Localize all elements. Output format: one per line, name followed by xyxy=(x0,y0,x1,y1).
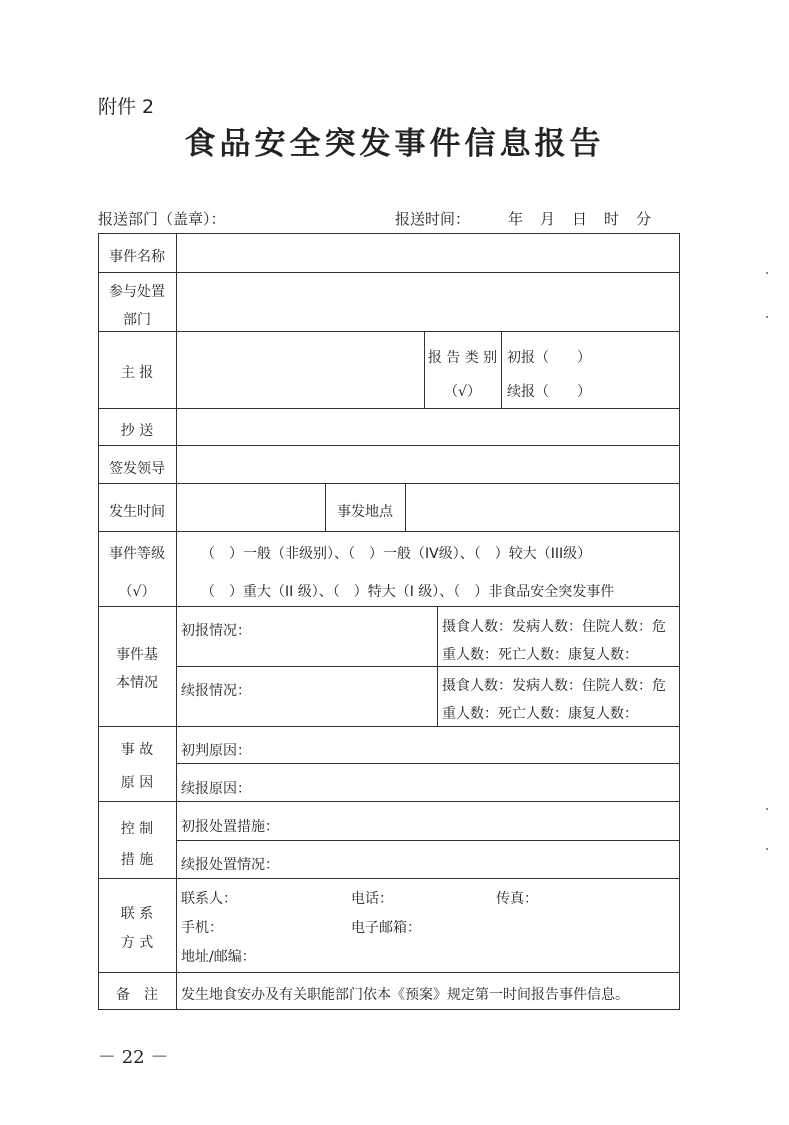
cause-label-line1: 事 故 xyxy=(120,742,154,758)
main-report-label: 主 报 xyxy=(120,365,154,381)
remarks-text: 发生地食安办及有关职能部门依本《预案》规定第一时间报告事件信息。 xyxy=(181,987,629,1003)
control-label-line2: 措 施 xyxy=(120,852,154,868)
initial-stats-line2: 重人数：死亡人数：康复人数： xyxy=(442,647,638,663)
followup-stats-line2: 重人数：死亡人数：康复人数： xyxy=(442,706,638,722)
row-line xyxy=(98,445,680,446)
row-line-inner xyxy=(176,840,680,841)
participants-label-line1: 参与处置 xyxy=(109,284,165,300)
followup-stats-line1: 摄食人数：发病人数：住院人数：危 xyxy=(442,678,666,694)
attachment-label: 附件 2 xyxy=(98,96,155,118)
time-unit-minute: 分 xyxy=(636,210,652,228)
time-place-divider xyxy=(405,483,406,531)
row-line-inner xyxy=(176,763,680,764)
scan-mark xyxy=(766,848,768,850)
report-type-label-line1: 报 告 类 别 xyxy=(427,350,498,366)
table-border-right xyxy=(679,233,680,1009)
row-line xyxy=(98,606,680,607)
table-border-left xyxy=(98,233,99,1009)
report-form-table xyxy=(98,233,680,1010)
cc-label: 抄 送 xyxy=(120,423,154,439)
form-title: 食品安全突发事件信息报告 xyxy=(184,126,605,162)
report-time-label: 报送时间： xyxy=(395,210,471,228)
event-level-label-line1: 事件等级 xyxy=(109,546,165,562)
row-line xyxy=(98,972,680,973)
initial-report-option[interactable]: 初报（ ） xyxy=(507,350,591,366)
event-name-label: 事件名称 xyxy=(109,249,165,265)
initial-stats-line1: 摄食人数：发病人数：住院人数：危 xyxy=(442,619,666,635)
row-line xyxy=(98,531,680,532)
label-column-divider xyxy=(176,233,177,1009)
basic-situation-label-line2: 本情况 xyxy=(116,675,158,691)
followup-situation-label: 续报情况： xyxy=(181,683,251,699)
table-border-top xyxy=(98,233,680,234)
situation-divider xyxy=(437,606,438,726)
department-label: 报送部门（盖章）： xyxy=(98,210,226,228)
contact-label-line1: 联 系 xyxy=(120,906,154,922)
scan-mark xyxy=(766,272,768,274)
event-level-label-line2: （√） xyxy=(118,584,156,600)
followup-report-option[interactable]: 续报（ ） xyxy=(507,384,591,400)
row-line xyxy=(98,408,680,409)
participants-label-line2: 部门 xyxy=(123,312,151,328)
address-label: 地址/邮编： xyxy=(181,949,256,965)
occurrence-time-label: 发生时间 xyxy=(109,504,165,520)
time-unit-month: 月 xyxy=(540,210,556,228)
followup-cause-label: 续报原因： xyxy=(181,781,251,797)
row-line xyxy=(98,878,680,879)
mobile-label: 手机： xyxy=(181,920,223,936)
signing-leader-label: 签发领导 xyxy=(109,461,165,477)
initial-cause-label: 初判原因： xyxy=(181,743,251,759)
row-line xyxy=(98,331,680,332)
basic-situation-label-line1: 事件基 xyxy=(116,647,158,663)
fax-label: 传真： xyxy=(496,891,538,907)
cause-label-line2: 原 因 xyxy=(120,775,154,791)
row-line xyxy=(98,483,680,484)
followup-measures-label: 续报处置情况： xyxy=(181,857,279,873)
row-line xyxy=(98,272,680,273)
time-unit-year: 年 xyxy=(508,210,524,228)
report-type-divider xyxy=(501,331,502,408)
report-type-label-line2: （√） xyxy=(444,384,481,400)
remarks-label: 备 注 xyxy=(116,987,158,1003)
event-level-options-line2[interactable]: （ ）重大（II 级）、（ ）特大（I 级）、（ ）非食品安全突发事件 xyxy=(201,584,615,600)
initial-situation-label: 初报情况： xyxy=(181,623,251,639)
scan-mark xyxy=(766,316,768,318)
row-line-inner xyxy=(176,666,680,667)
scan-mark xyxy=(766,808,768,810)
contact-label-line2: 方 式 xyxy=(120,935,154,951)
phone-label: 电话： xyxy=(351,891,393,907)
control-label-line1: 控 制 xyxy=(120,821,154,837)
contact-person-label: 联系人： xyxy=(181,891,237,907)
page-number: － 22 － xyxy=(98,1047,169,1068)
occurrence-place-label: 事发地点 xyxy=(337,504,393,520)
initial-measures-label: 初报处置措施： xyxy=(181,819,279,835)
row-line xyxy=(98,726,680,727)
time-unit-hour: 时 xyxy=(604,210,620,228)
email-label: 电子邮箱： xyxy=(351,920,421,936)
row-line xyxy=(98,801,680,802)
event-level-options-line1[interactable]: （ ）一般（非级别）、（ ）一般（IV级）、（ ）较大（III级） xyxy=(201,546,592,562)
time-unit-day: 日 xyxy=(572,210,588,228)
